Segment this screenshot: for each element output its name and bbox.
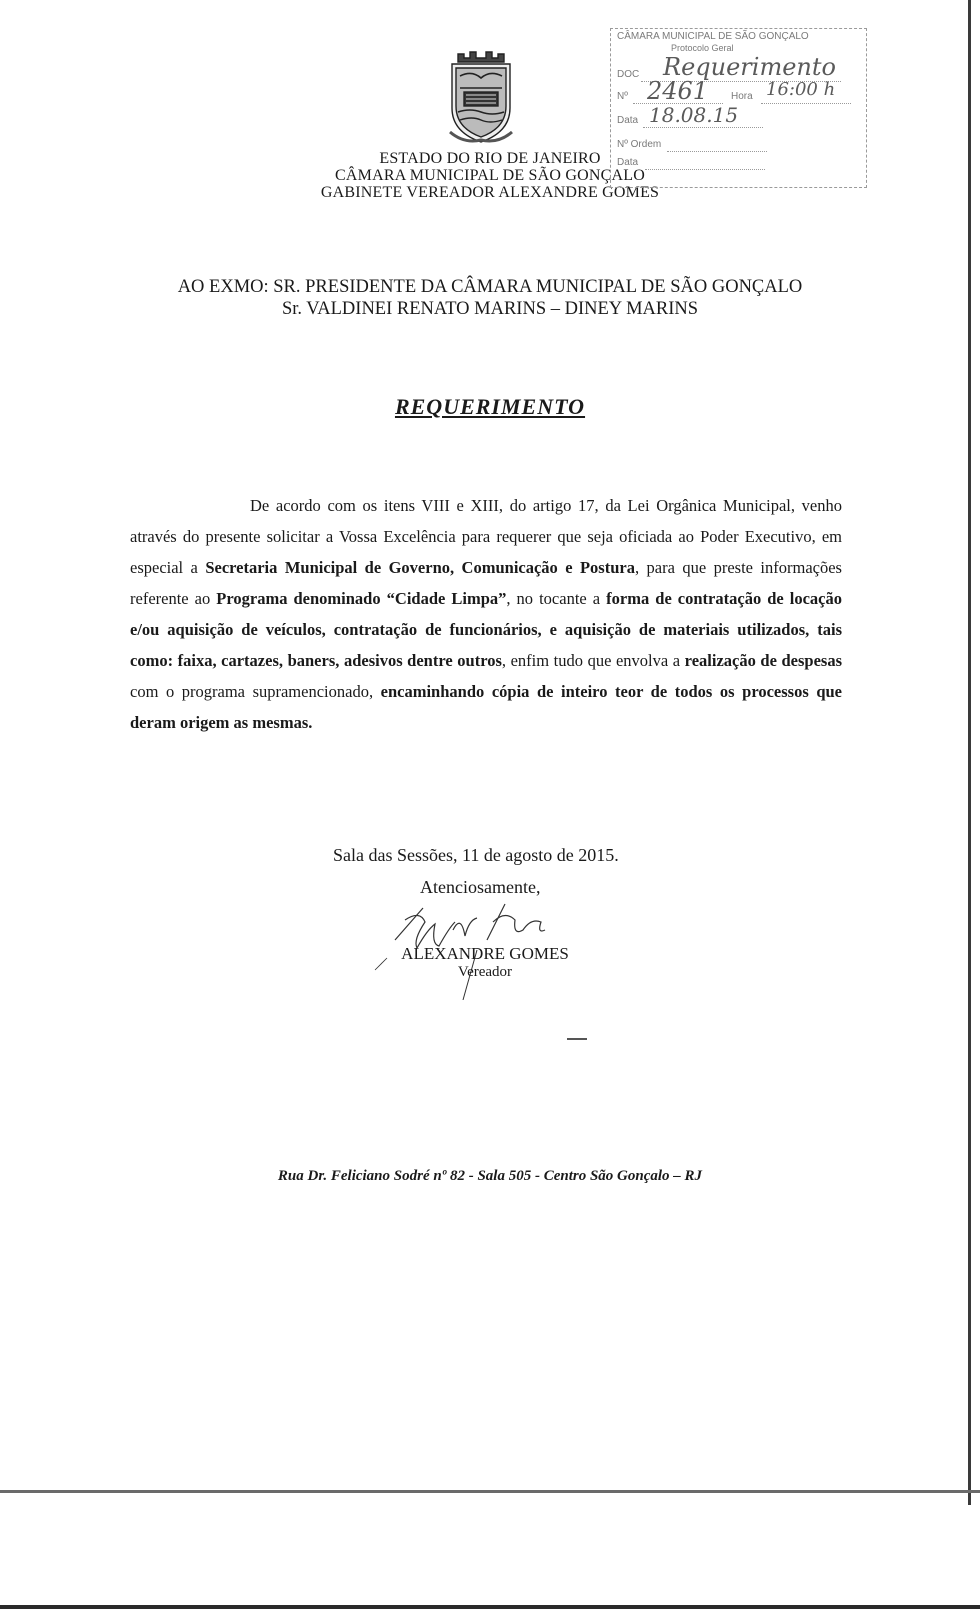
stamp-order-label: Nº Ordem	[617, 139, 662, 150]
body-text-5: com o programa supramencionado,	[130, 682, 381, 701]
signer-role: Vereador	[457, 964, 513, 980]
document-title: REQUERIMENTO	[394, 394, 586, 419]
stamp-hour-value: 16:00 h	[766, 79, 836, 100]
stamp-number-value: 2461	[647, 77, 709, 105]
municipal-crest-icon	[444, 48, 518, 148]
page-edge-bottom	[0, 1490, 980, 1493]
stamp-day-label: Data	[617, 157, 639, 168]
stamp-date-label: Data	[617, 115, 639, 126]
regards: Atenciosamente,	[420, 877, 541, 897]
body-text-1: De acordo com os itens VIII e XIII, do artigo 17, da Lei Orgânica Municipal, venho através do presente solicitar a Vossa Excelência para requerer que seja oficiada ao Poder Executivo, em especial a	[130, 496, 842, 577]
stamp-date-value: 18.08.15	[649, 103, 739, 127]
ink-smudge	[567, 1038, 587, 1040]
letterhead-chamber: CÂMARA MUNICIPAL DE SÃO GONÇALO	[335, 167, 645, 184]
stamp-hour-label: Hora	[731, 91, 753, 102]
body-bold-contratacao: forma de contratação de locação e/ou aquisição de veículos, contratação de funcionários, e aquisição de materiais utilizados, tais como: faixa, cartazes, baners, adesivos dentre outros	[130, 589, 843, 670]
letterhead-state: ESTADO DO RIO DE JANEIRO	[379, 150, 601, 167]
addressee-line-1: AO EXMO: SR. PRESIDENTE DA CÂMARA MUNICIPAL DE SÃO GONÇALO	[177, 277, 803, 297]
request-body	[130, 490, 842, 738]
page-edge-bottom-dark	[0, 1605, 980, 1609]
body-bold-despesas: realização de despesas	[684, 651, 842, 670]
place-and-date: Sala das Sessões, 11 de agosto de 2015.	[333, 845, 619, 865]
stamp-doc-label: DOC	[617, 69, 640, 80]
addressee	[100, 276, 880, 320]
letterhead-office: GABINETE VEREADOR ALEXANDRE GOMES	[320, 184, 660, 201]
body-bold-encaminhando: encaminhando cópia de inteiro teor de todos os processos que deram origem as mesmas.	[130, 682, 842, 732]
stamp-doc-value: Requerimento	[663, 53, 836, 81]
signer-name: ALEXANDRE GOMES	[401, 944, 569, 963]
addressee-line-2: Sr. VALDINEI RENATO MARINS – DINEY MARINS	[281, 299, 699, 319]
body-text-3: , no tocante a	[506, 589, 607, 608]
body-text-4: , enfim tudo que envolva a	[501, 651, 685, 670]
stamp-title: CÂMARA MUNICIPAL DE SÃO GONÇALO	[617, 31, 809, 42]
protocol-stamp	[610, 28, 867, 188]
body-bold-secretaria: Secretaria Municipal de Governo, Comunicação e Postura	[205, 558, 635, 577]
page-edge-right	[968, 0, 971, 1505]
body-text-2: , para que preste informações referente ao	[130, 558, 842, 608]
footer-address: Rua Dr. Feliciano Sodré nº 82 - Sala 505 - Centro São Gonçalo – RJ	[277, 1168, 703, 1184]
stamp-subtitle: Protocolo Geral	[671, 43, 734, 53]
body-bold-programa: Programa denominado “Cidade Limpa”	[216, 589, 507, 608]
stamp-number-label: Nº	[617, 91, 628, 102]
